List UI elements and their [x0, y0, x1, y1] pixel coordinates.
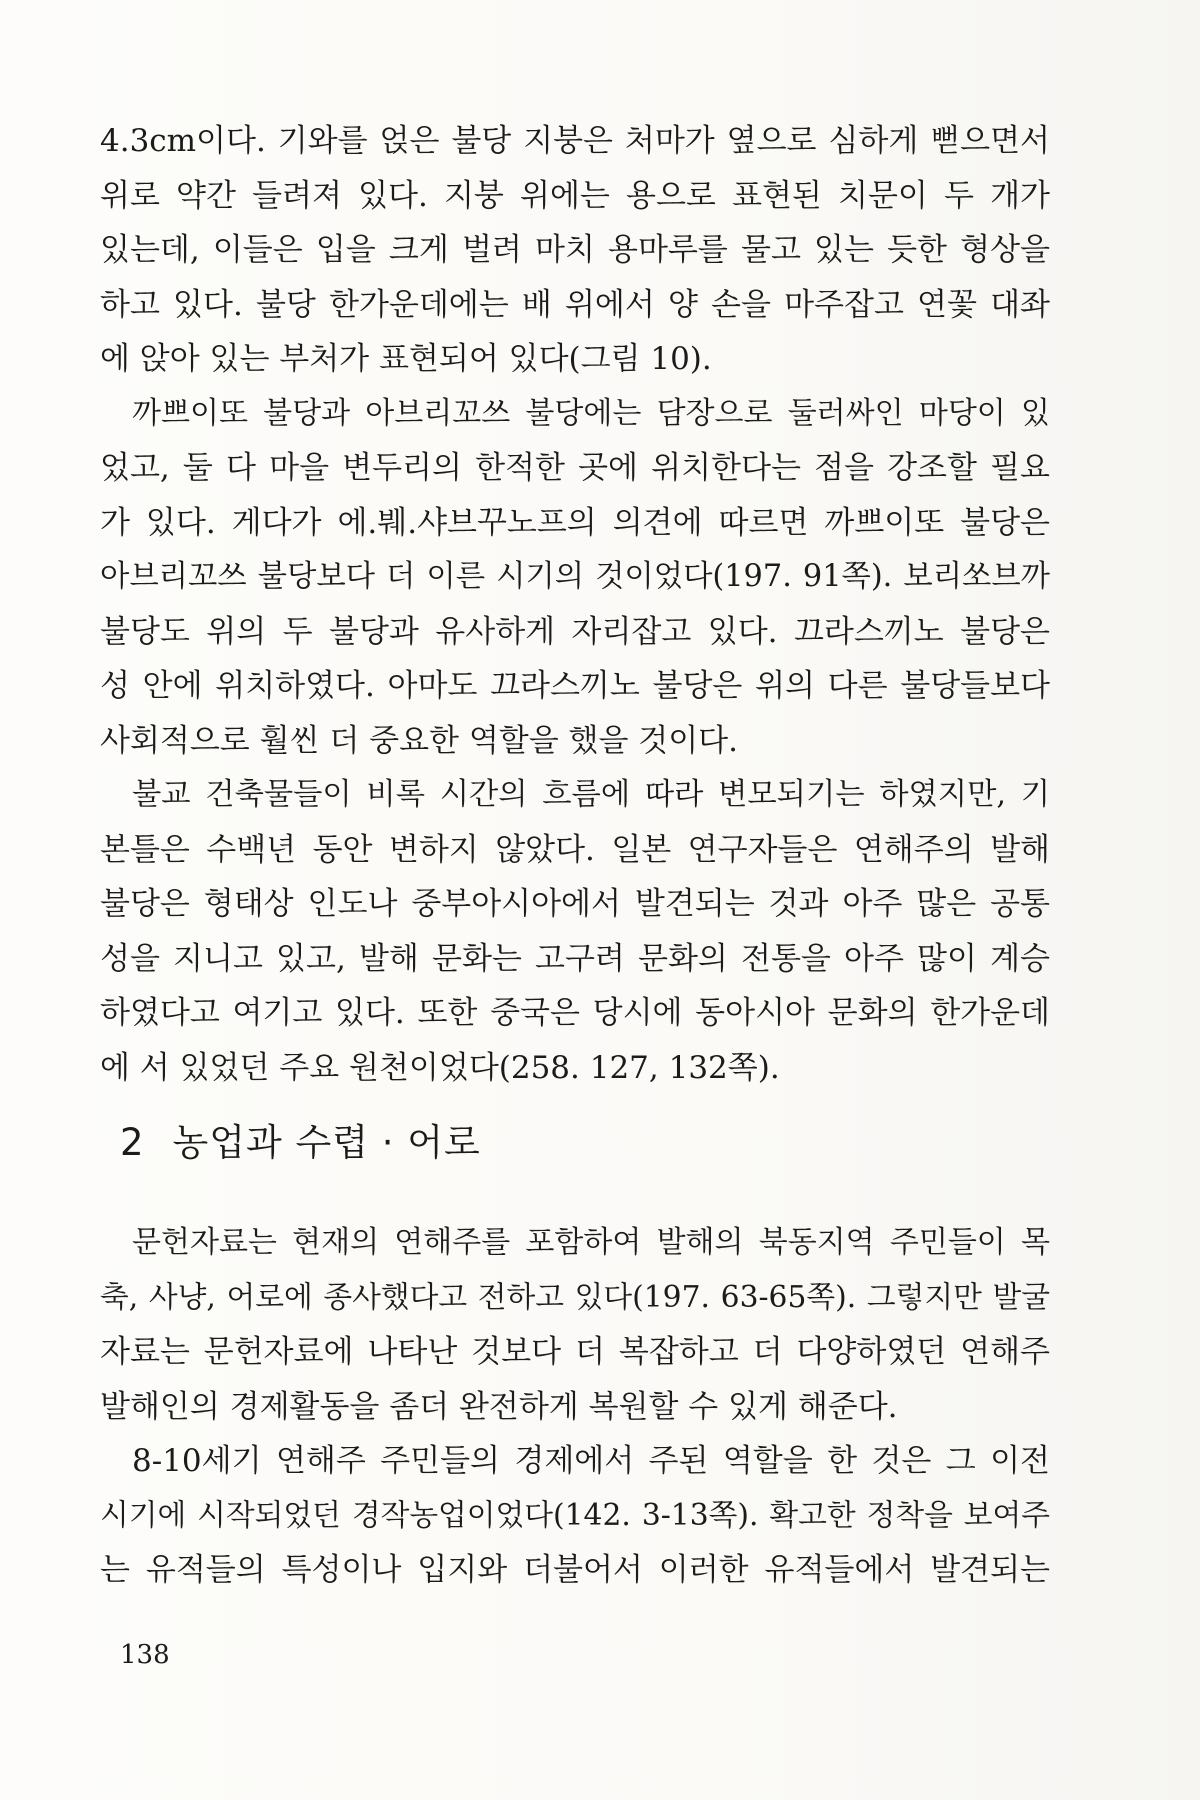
text-line: 아브리꼬쓰 불당보다 더 이른 시기의 것이었다(197. 91쪽). 보리쏘브까 — [100, 559, 1050, 594]
paragraph — [100, 387, 1050, 769]
body-text-bottom — [100, 1216, 1050, 1598]
paragraph — [100, 1216, 1050, 1434]
text-line: 에 서 있었던 주요 원천이었다(258. 127, 132쪽). — [100, 1049, 780, 1086]
text-line: 사회적으로 훨씬 더 중요한 역할을 했을 것이다. — [100, 722, 738, 759]
text-line: 8-10세기 연해주 주민들의 경제에서 주된 역할을 한 것은 그 이전 — [132, 1443, 1050, 1479]
section-heading — [120, 1112, 481, 1166]
text-line: 발해인의 경제활동을 좀더 완전하게 복원할 수 있게 해준다. — [100, 1388, 898, 1425]
text-line: 었고, 둘 다 마을 변두리의 한적한 곳에 위치한다는 점을 강조할 필요 — [100, 450, 1050, 486]
text-line: 시기에 시작되었던 경작농업이었다(142. 3-13쪽). 확고한 정착을 보여주 — [100, 1497, 1050, 1533]
text-line: 가 있다. 게다가 에.붸.샤브꾸노프의 의견에 따르면 까쁘이또 불당은 — [100, 504, 1050, 541]
paragraph — [100, 114, 1050, 387]
text-line: 성을 지니고 있고, 발해 문화는 고구려 문화의 전통을 아주 많이 계승 — [100, 940, 1050, 977]
text-line: 까쁘이또 불당과 아브리꼬쓰 불당에는 담장으로 둘러싸인 마당이 있 — [132, 395, 1050, 431]
paragraph — [100, 768, 1050, 1095]
text-line: 불교 건축물들이 비록 시간의 흐름에 따라 변모되기는 하였지만, 기 — [132, 777, 1050, 812]
text-line: 불당도 위의 두 불당과 유사하게 자리잡고 있다. 끄라스끼노 불당은 — [100, 613, 1050, 650]
text-line: 4.3cm이다. 기와를 얹은 불당 지붕은 처마가 옆으로 심하게 뻗으면서 — [100, 123, 1050, 159]
page-number: 138 — [120, 1640, 170, 1670]
text-line: 위로 약간 들려져 있다. 지붕 위에는 용으로 표현된 치문이 두 개가 — [100, 177, 1050, 214]
text-line: 축, 사냥, 어로에 종사했다고 전하고 있다(197. 63-65쪽). 그렇지만 발굴 — [100, 1279, 1050, 1315]
text-line: 에 앉아 있는 부처가 표현되어 있다(그림 10). — [100, 341, 712, 377]
text-line: 성 안에 위치하였다. 아마도 끄라스끼노 불당은 위의 다른 불당들보다 — [100, 668, 1050, 704]
text-line: 불당은 형태상 인도나 중부아시아에서 발견되는 것과 아주 많은 공통 — [100, 886, 1050, 922]
text-line: 하고 있다. 불당 한가운데에는 배 위에서 양 손을 마주잡고 연꽃 대좌 — [100, 286, 1050, 323]
body-text-top — [100, 114, 1050, 1095]
paragraph — [100, 1434, 1050, 1598]
text-line: 본틀은 수백년 동안 변하지 않았다. 일본 연구자들은 연해주의 발해 — [100, 831, 1050, 868]
section-title: 농업과 수렵 · 어로 — [172, 1121, 481, 1164]
text-line: 자료는 문헌자료에 나타난 것보다 더 복잡하고 더 다양하였던 연해주 — [100, 1334, 1050, 1370]
text-line: 하였다고 여기고 있다. 또한 중국은 당시에 동아시아 문화의 한가운데 — [100, 995, 1050, 1031]
text-line: 문헌자료는 현재의 연해주를 포함하여 발해의 북동지역 주민들이 목 — [132, 1225, 1050, 1260]
section-number: 2 — [120, 1121, 145, 1164]
text-line: 는 유적들의 특성이나 입지와 더불어서 이러한 유적들에서 발견되는 — [100, 1552, 1050, 1588]
text-line: 있는데, 이들은 입을 크게 벌려 마치 용마루를 물고 있는 듯한 형상을 — [100, 232, 1050, 268]
